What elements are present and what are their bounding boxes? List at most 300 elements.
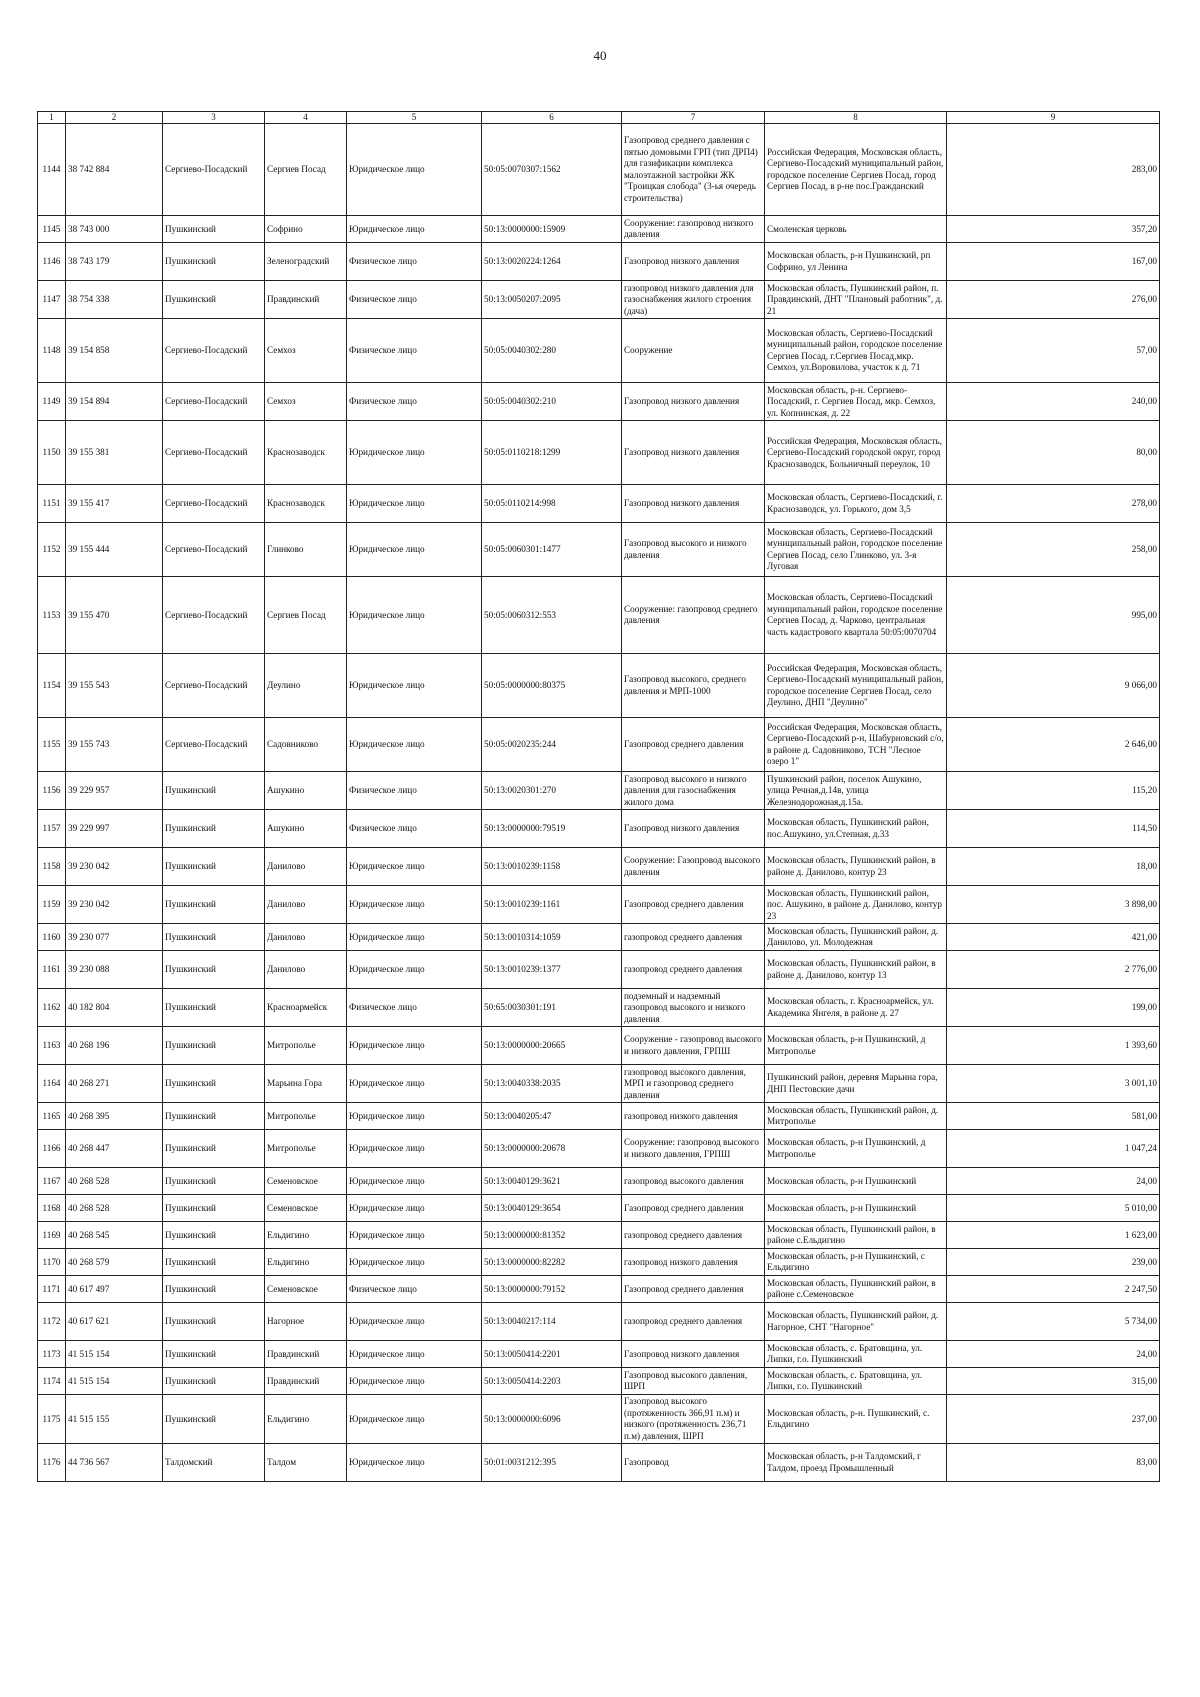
row-number: 1163 <box>38 1027 66 1065</box>
table-row <box>38 1103 1160 1130</box>
owner-type: Юридическое лицо <box>347 1444 482 1482</box>
address: Московская область, Пушкинский район, п. Правдинский, ДНТ "Плановый работник", д. 21 <box>765 281 947 319</box>
object-name: Сооружение: газопровод низкого давления <box>622 216 765 243</box>
object-name: Газопровод среднего давления с пятью домовыми ГРП (тип ДРП4) для газификации комплекса малоэтажной застройки ЖК "Троицкая слобода" (3-ья очередь строительства) <box>622 124 765 216</box>
object-name: Сооружение - газопровод высокого и низкого давления, ГРПШ <box>622 1027 765 1065</box>
cadastral-number: 50:13:0010239:1158 <box>482 848 622 886</box>
locality: Данилово <box>265 951 347 989</box>
address: Московская область, г. Красноармейск, ул. Академика Янгеля, в районе д. 27 <box>765 989 947 1027</box>
owner-type: Физическое лицо <box>347 281 482 319</box>
inventory-number: 39 229 957 <box>66 772 163 810</box>
district: Сергиево-Посадский <box>163 523 265 577</box>
length-value: 2 646,00 <box>947 718 1160 772</box>
object-name: Газопровод низкого давления <box>622 1341 765 1368</box>
object-name: подземный и надземный газопровод высокого и низкого давления <box>622 989 765 1027</box>
inventory-number: 39 230 042 <box>66 886 163 924</box>
owner-type: Физическое лицо <box>347 810 482 848</box>
object-name: Сооружение: Газопровод высокого давления <box>622 848 765 886</box>
district: Сергиево-Посадский <box>163 319 265 383</box>
owner-type: Юридическое лицо <box>347 1222 482 1249</box>
length-value: 258,00 <box>947 523 1160 577</box>
owner-type: Юридическое лицо <box>347 1103 482 1130</box>
district: Сергиево-Посадский <box>163 654 265 718</box>
inventory-number: 38 742 884 <box>66 124 163 216</box>
district: Пушкинский <box>163 772 265 810</box>
object-name: газопровод среднего давления <box>622 951 765 989</box>
object-name: газопровод высокого давления <box>622 1168 765 1195</box>
inventory-number: 44 736 567 <box>66 1444 163 1482</box>
object-name: Газопровод высокого давления, ШРП <box>622 1368 765 1395</box>
locality: Сергиев Посад <box>265 577 347 654</box>
locality: Садовниково <box>265 718 347 772</box>
table-row <box>38 1222 1160 1249</box>
owner-type: Физическое лицо <box>347 772 482 810</box>
length-value: 2 776,00 <box>947 951 1160 989</box>
locality: Семеновское <box>265 1168 347 1195</box>
locality: Софрино <box>265 216 347 243</box>
row-number: 1160 <box>38 924 66 951</box>
row-number: 1174 <box>38 1368 66 1395</box>
table-row <box>38 523 1160 577</box>
row-number: 1169 <box>38 1222 66 1249</box>
address: Московская область, Сергиево-Посадский муниципальный район, городское поселение Сергиев Посад, д. Чарково, центральная часть кадастрового квартала 50:05:0070704 <box>765 577 947 654</box>
cadastral-number: 50:13:0000000:79519 <box>482 810 622 848</box>
column-header: 5 <box>347 112 482 124</box>
table-row <box>38 1130 1160 1168</box>
length-value: 115,20 <box>947 772 1160 810</box>
address: Российская Федерация, Московская область, Сергиево-Посадский р-н, Шабурновский с/о, в районе д. Садовниково, ТСН "Лесное озеро 1" <box>765 718 947 772</box>
inventory-number: 40 268 579 <box>66 1249 163 1276</box>
inventory-number: 39 154 858 <box>66 319 163 383</box>
address: Российская Федерация, Московская область, Сергиево-Посадский городской округ, город Краснозаводск, Больничный переулок, 10 <box>765 421 947 485</box>
owner-type: Физическое лицо <box>347 989 482 1027</box>
owner-type: Юридическое лицо <box>347 216 482 243</box>
owner-type: Юридическое лицо <box>347 1065 482 1103</box>
object-name: Сооружение: газопровод высокого и низкого давления, ГРПШ <box>622 1130 765 1168</box>
district: Пушкинский <box>163 281 265 319</box>
row-number: 1175 <box>38 1395 66 1444</box>
locality: Правдинский <box>265 1341 347 1368</box>
object-name: Газопровод низкого давления <box>622 421 765 485</box>
district: Пушкинский <box>163 989 265 1027</box>
address: Российская Федерация, Московская область, Сергиево-Посадский муниципальный район, городское поселение Сергиев Посад, село Деулино, ДНП "Деулино" <box>765 654 947 718</box>
object-name: газопровод среднего давления <box>622 924 765 951</box>
table-row <box>38 1249 1160 1276</box>
district: Пушкинский <box>163 1276 265 1303</box>
column-header: 1 <box>38 112 66 124</box>
column-header: 2 <box>66 112 163 124</box>
row-number: 1150 <box>38 421 66 485</box>
column-header: 7 <box>622 112 765 124</box>
locality: Глинково <box>265 523 347 577</box>
row-number: 1172 <box>38 1303 66 1341</box>
locality: Митрополье <box>265 1130 347 1168</box>
owner-type: Юридическое лицо <box>347 124 482 216</box>
address: Московская область, Пушкинский район, пос.Ашукино, ул.Степная, д.33 <box>765 810 947 848</box>
column-header: 8 <box>765 112 947 124</box>
row-number: 1146 <box>38 243 66 281</box>
inventory-number: 41 515 154 <box>66 1341 163 1368</box>
district: Сергиево-Посадский <box>163 718 265 772</box>
owner-type: Юридическое лицо <box>347 1395 482 1444</box>
cadastral-number: 50:13:0000000:6096 <box>482 1395 622 1444</box>
inventory-number: 40 182 804 <box>66 989 163 1027</box>
length-value: 18,00 <box>947 848 1160 886</box>
inventory-number: 38 754 338 <box>66 281 163 319</box>
object-name: Газопровод высокого, среднего давления и МРП-1000 <box>622 654 765 718</box>
district: Пушкинский <box>163 1222 265 1249</box>
row-number: 1145 <box>38 216 66 243</box>
owner-type: Юридическое лицо <box>347 523 482 577</box>
length-value: 278,00 <box>947 485 1160 523</box>
object-name: Газопровод среднего давления <box>622 1276 765 1303</box>
table-row <box>38 1168 1160 1195</box>
row-number: 1144 <box>38 124 66 216</box>
cadastral-number: 50:13:0000000:15909 <box>482 216 622 243</box>
cadastral-number: 50:13:0050414:2201 <box>482 1341 622 1368</box>
length-value: 237,00 <box>947 1395 1160 1444</box>
object-name: Газопровод низкого давления <box>622 243 765 281</box>
table-row <box>38 924 1160 951</box>
object-name: газопровод среднего давления <box>622 1303 765 1341</box>
cadastral-number: 50:13:0000000:79152 <box>482 1276 622 1303</box>
locality: Семеновское <box>265 1195 347 1222</box>
locality: Зеленоградский <box>265 243 347 281</box>
address: Смоленская церковь <box>765 216 947 243</box>
locality: Правдинский <box>265 281 347 319</box>
inventory-number: 40 617 621 <box>66 1303 163 1341</box>
inventory-number: 40 268 271 <box>66 1065 163 1103</box>
length-value: 5 010,00 <box>947 1195 1160 1222</box>
owner-type: Юридическое лицо <box>347 886 482 924</box>
length-value: 3 001,10 <box>947 1065 1160 1103</box>
address: Московская область, Пушкинский район, пос. Ашукино, в районе д. Данилово, контур 23 <box>765 886 947 924</box>
district: Пушкинский <box>163 1341 265 1368</box>
address: Московская область, р-н Пушкинский <box>765 1168 947 1195</box>
cadastral-number: 50:05:0060301:1477 <box>482 523 622 577</box>
cadastral-number: 50:05:0040302:280 <box>482 319 622 383</box>
address: Московская область, р-н Пушкинский <box>765 1195 947 1222</box>
object-name: газопровод высокого давления, МРП и газопровод среднего давления <box>622 1065 765 1103</box>
length-value: 357,20 <box>947 216 1160 243</box>
row-number: 1167 <box>38 1168 66 1195</box>
table-row <box>38 281 1160 319</box>
row-number: 1166 <box>38 1130 66 1168</box>
table-row <box>38 989 1160 1027</box>
column-header: 3 <box>163 112 265 124</box>
locality: Марьина Гора <box>265 1065 347 1103</box>
object-name: Газопровод среднего давления <box>622 886 765 924</box>
inventory-number: 39 155 381 <box>66 421 163 485</box>
owner-type: Юридическое лицо <box>347 1341 482 1368</box>
address: Московская область, Пушкинский район, в районе с.Ельдигино <box>765 1222 947 1249</box>
district: Пушкинский <box>163 216 265 243</box>
object-name: Газопровод высокого (протяженность 366,91 п.м) и низкого (протяженность 236,71 п.м) давления, ШРП <box>622 1395 765 1444</box>
length-value: 5 734,00 <box>947 1303 1160 1341</box>
owner-type: Физическое лицо <box>347 319 482 383</box>
row-number: 1170 <box>38 1249 66 1276</box>
cadastral-number: 50:13:0000000:81352 <box>482 1222 622 1249</box>
locality: Красноармейск <box>265 989 347 1027</box>
owner-type: Юридическое лицо <box>347 1249 482 1276</box>
length-value: 240,00 <box>947 383 1160 421</box>
district: Пушкинский <box>163 1103 265 1130</box>
object-name: Сооружение <box>622 319 765 383</box>
inventory-number: 39 230 042 <box>66 848 163 886</box>
table-row <box>38 319 1160 383</box>
district: Пушкинский <box>163 1195 265 1222</box>
object-name: газопровод низкого давления <box>622 1103 765 1130</box>
inventory-number: 39 155 417 <box>66 485 163 523</box>
locality: Краснозаводск <box>265 485 347 523</box>
column-header: 6 <box>482 112 622 124</box>
object-name: Газопровод высокого и низкого давления <box>622 523 765 577</box>
district: Пушкинский <box>163 1065 265 1103</box>
row-number: 1168 <box>38 1195 66 1222</box>
table-row <box>38 1444 1160 1482</box>
table-row <box>38 886 1160 924</box>
address: Московская область, р-н Пушкинский, рп Софрино, ул Ленина <box>765 243 947 281</box>
district: Пушкинский <box>163 1130 265 1168</box>
owner-type: Физическое лицо <box>347 243 482 281</box>
table-row <box>38 1276 1160 1303</box>
cadastral-number: 50:01:0031212:395 <box>482 1444 622 1482</box>
address: Московская область, Сергиево-Посадский муниципальный район, городское поселение Сергиев Посад, г.Сергиев Посад,мкр. Семхоз, ул.Воровилова, участок к д. 71 <box>765 319 947 383</box>
table-row <box>38 1395 1160 1444</box>
locality: Данилово <box>265 886 347 924</box>
cadastral-number: 50:13:0000000:82282 <box>482 1249 622 1276</box>
length-value: 24,00 <box>947 1341 1160 1368</box>
inventory-number: 40 268 528 <box>66 1168 163 1195</box>
row-number: 1171 <box>38 1276 66 1303</box>
inventory-number: 39 229 997 <box>66 810 163 848</box>
row-number: 1164 <box>38 1065 66 1103</box>
table-row <box>38 216 1160 243</box>
object-name: Газопровод среднего давления <box>622 718 765 772</box>
owner-type: Юридическое лицо <box>347 1368 482 1395</box>
cadastral-number: 50:13:0040205:47 <box>482 1103 622 1130</box>
owner-type: Физическое лицо <box>347 1276 482 1303</box>
inventory-number: 41 515 155 <box>66 1395 163 1444</box>
inventory-number: 40 617 497 <box>66 1276 163 1303</box>
address: Московская область, Пушкинский район, в районе д. Данилово, контур 23 <box>765 848 947 886</box>
owner-type: Юридическое лицо <box>347 421 482 485</box>
cadastral-number: 50:13:0040338:2035 <box>482 1065 622 1103</box>
object-name: Газопровод низкого давления <box>622 810 765 848</box>
inventory-number: 38 743 179 <box>66 243 163 281</box>
object-name: Газопровод <box>622 1444 765 1482</box>
locality: Деулино <box>265 654 347 718</box>
row-number: 1157 <box>38 810 66 848</box>
object-name: Газопровод низкого давления <box>622 383 765 421</box>
length-value: 57,00 <box>947 319 1160 383</box>
cadastral-number: 50:05:0020235:244 <box>482 718 622 772</box>
row-number: 1158 <box>38 848 66 886</box>
cadastral-number: 50:13:0050414:2203 <box>482 1368 622 1395</box>
length-value: 581,00 <box>947 1103 1160 1130</box>
cadastral-number: 50:13:0050207:2095 <box>482 281 622 319</box>
district: Пушкинский <box>163 1368 265 1395</box>
page-number: 40 <box>593 48 607 63</box>
inventory-number: 39 154 894 <box>66 383 163 421</box>
district: Пушкинский <box>163 1027 265 1065</box>
locality: Краснозаводск <box>265 421 347 485</box>
cadastral-number: 50:13:0040129:3654 <box>482 1195 622 1222</box>
locality: Сергиев Посад <box>265 124 347 216</box>
table-row <box>38 848 1160 886</box>
row-number: 1154 <box>38 654 66 718</box>
owner-type: Юридическое лицо <box>347 848 482 886</box>
row-number: 1165 <box>38 1103 66 1130</box>
inventory-number: 40 268 196 <box>66 1027 163 1065</box>
table-row <box>38 654 1160 718</box>
district: Пушкинский <box>163 951 265 989</box>
row-number: 1155 <box>38 718 66 772</box>
address: Пушкинский район, деревня Марьина гора, ДНП Пестовские дачи <box>765 1065 947 1103</box>
address: Московская область, р-н Пушкинский, д Митрополье <box>765 1130 947 1168</box>
address: Московская область, р-н. Сергиево-Посадский, г. Сергиев Посад, мкр. Семхоз, ул. Копнинская, д. 22 <box>765 383 947 421</box>
table-row <box>38 1195 1160 1222</box>
cadastral-number: 50:13:0010314:1059 <box>482 924 622 951</box>
cadastral-number: 50:13:0040129:3621 <box>482 1168 622 1195</box>
locality: Ашукино <box>265 772 347 810</box>
locality: Семхоз <box>265 319 347 383</box>
district: Пушкинский <box>163 848 265 886</box>
row-number: 1147 <box>38 281 66 319</box>
cadastral-number: 50:05:0070307:1562 <box>482 124 622 216</box>
district: Сергиево-Посадский <box>163 124 265 216</box>
length-value: 2 247,50 <box>947 1276 1160 1303</box>
inventory-number: 40 268 395 <box>66 1103 163 1130</box>
locality: Нагорное <box>265 1303 347 1341</box>
table-row <box>38 577 1160 654</box>
owner-type: Физическое лицо <box>347 383 482 421</box>
cadastral-number: 50:13:0000000:20665 <box>482 1027 622 1065</box>
table-row <box>38 1368 1160 1395</box>
cadastral-number: 50:05:0060312:553 <box>482 577 622 654</box>
address: Московская область, р-н. Пушкинский, с. Ельдигино <box>765 1395 947 1444</box>
address: Пушкинский район, поселок Ашукино, улица Речная,д.14в, улица Железнодорожная,д.15а. <box>765 772 947 810</box>
address: Московская область, с. Братовщина, ул. Липки, г.о. Пушкинский <box>765 1368 947 1395</box>
row-number: 1151 <box>38 485 66 523</box>
district: Пушкинский <box>163 243 265 281</box>
locality: Данилово <box>265 848 347 886</box>
inventory-number: 38 743 000 <box>66 216 163 243</box>
cadastral-number: 50:65:0030301:191 <box>482 989 622 1027</box>
length-value: 421,00 <box>947 924 1160 951</box>
address: Московская область, р-н Талдомский, г Талдом, проезд Промышленный <box>765 1444 947 1482</box>
locality: Ельдигино <box>265 1249 347 1276</box>
table-row <box>38 951 1160 989</box>
table-row <box>38 1027 1160 1065</box>
address: Московская область, с. Братовщина, ул. Липки, г.о. Пушкинский <box>765 1341 947 1368</box>
inventory-number: 39 155 543 <box>66 654 163 718</box>
length-value: 1 393,60 <box>947 1027 1160 1065</box>
cadastral-number: 50:13:0010239:1377 <box>482 951 622 989</box>
length-value: 276,00 <box>947 281 1160 319</box>
inventory-number: 39 230 088 <box>66 951 163 989</box>
length-value: 995,00 <box>947 577 1160 654</box>
length-value: 1 623,00 <box>947 1222 1160 1249</box>
locality: Митрополье <box>265 1027 347 1065</box>
object-name: газопровод низкого давления для газоснабжения жилого строения (дача) <box>622 281 765 319</box>
district: Сергиево-Посадский <box>163 485 265 523</box>
district: Пушкинский <box>163 810 265 848</box>
cadastral-number: 50:05:0110218:1299 <box>482 421 622 485</box>
table-row <box>38 383 1160 421</box>
district: Пушкинский <box>163 886 265 924</box>
inventory-number: 40 268 528 <box>66 1195 163 1222</box>
cadastral-number: 50:05:0000000:80375 <box>482 654 622 718</box>
address: Московская область, Пушкинский район, д. Нагорное, СНТ "Нагорное" <box>765 1303 947 1341</box>
inventory-number: 41 515 154 <box>66 1368 163 1395</box>
object-name: Газопровод среднего давления <box>622 1195 765 1222</box>
row-number: 1162 <box>38 989 66 1027</box>
object-name: газопровод низкого давления <box>622 1249 765 1276</box>
district: Пушкинский <box>163 924 265 951</box>
cadastral-number: 50:05:0040302:210 <box>482 383 622 421</box>
address: Московская область, р-н Пушкинский, д Митрополье <box>765 1027 947 1065</box>
row-number: 1161 <box>38 951 66 989</box>
object-name: Газопровод высокого и низкого давления для газоснабжения жилого дома <box>622 772 765 810</box>
table-row <box>38 485 1160 523</box>
district: Пушкинский <box>163 1303 265 1341</box>
table-row <box>38 243 1160 281</box>
length-value: 167,00 <box>947 243 1160 281</box>
owner-type: Юридическое лицо <box>347 924 482 951</box>
length-value: 114,50 <box>947 810 1160 848</box>
length-value: 24,00 <box>947 1168 1160 1195</box>
length-value: 315,00 <box>947 1368 1160 1395</box>
length-value: 80,00 <box>947 421 1160 485</box>
district: Пушкинский <box>163 1249 265 1276</box>
table-row <box>38 718 1160 772</box>
locality: Семхоз <box>265 383 347 421</box>
column-header: 9 <box>947 112 1160 124</box>
district: Пушкинский <box>163 1168 265 1195</box>
inventory-number: 40 268 545 <box>66 1222 163 1249</box>
inventory-number: 39 155 470 <box>66 577 163 654</box>
owner-type: Юридическое лицо <box>347 485 482 523</box>
district: Пушкинский <box>163 1395 265 1444</box>
owner-type: Юридическое лицо <box>347 1027 482 1065</box>
owner-type: Юридическое лицо <box>347 654 482 718</box>
owner-type: Юридическое лицо <box>347 951 482 989</box>
owner-type: Юридическое лицо <box>347 577 482 654</box>
length-value: 283,00 <box>947 124 1160 216</box>
length-value: 199,00 <box>947 989 1160 1027</box>
table-row <box>38 1065 1160 1103</box>
owner-type: Юридическое лицо <box>347 1303 482 1341</box>
row-number: 1152 <box>38 523 66 577</box>
inventory-number: 39 155 444 <box>66 523 163 577</box>
table-row <box>38 810 1160 848</box>
district: Талдомский <box>163 1444 265 1482</box>
row-number: 1153 <box>38 577 66 654</box>
table-row <box>38 421 1160 485</box>
address: Московская область, Пушкинский район, д. Данилово, ул. Молодежная <box>765 924 947 951</box>
table-row <box>38 124 1160 216</box>
address: Московская область, р-н Пушкинский, с Ельдигино <box>765 1249 947 1276</box>
cadastral-number: 50:05:0110214:998 <box>482 485 622 523</box>
cadastral-number: 50:13:0000000:20678 <box>482 1130 622 1168</box>
cadastral-number: 50:13:0040217:114 <box>482 1303 622 1341</box>
row-number: 1148 <box>38 319 66 383</box>
row-number: 1176 <box>38 1444 66 1482</box>
owner-type: Юридическое лицо <box>347 1130 482 1168</box>
length-value: 9 066,00 <box>947 654 1160 718</box>
owner-type: Юридическое лицо <box>347 718 482 772</box>
